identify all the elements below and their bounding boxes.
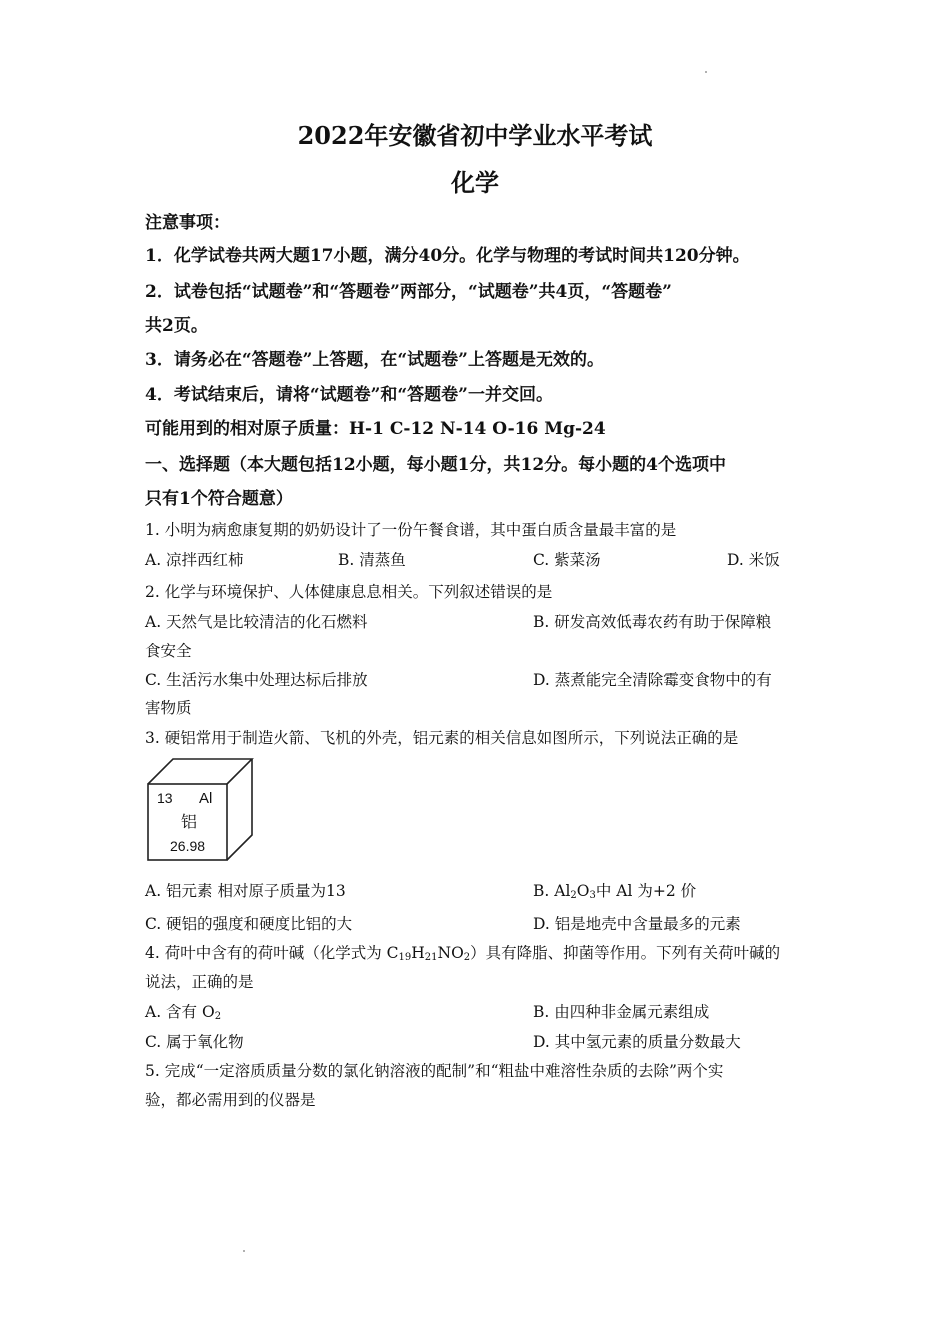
- element-atomic-number: 13: [157, 790, 173, 806]
- notice-item: 1．化学试卷共两大题17小题，满分40分。化学与物理的考试时间共120分钟。: [145, 246, 750, 266]
- scan-speck: [243, 1250, 245, 1252]
- q2-option-b: B. 研发高效低毒农药有助于保障粮: [533, 613, 772, 631]
- element-atomic-mass: 26.98: [170, 838, 206, 854]
- question-3-stem: 3. 硬铝常用于制造火箭、飞机的外壳，铝元素的相关信息如图所示，下列说法正确的是: [145, 729, 739, 747]
- q1-option-b: B. 清蒸鱼: [338, 551, 406, 569]
- section-heading-cont: 只有1个符合题意）: [145, 489, 293, 509]
- q3-option-d: D. 铝是地壳中含量最多的元素: [533, 915, 741, 933]
- subject-title: 化学: [451, 168, 499, 197]
- q4-option-c: C. 属于氧化物: [145, 1033, 244, 1051]
- q4-option-a: A. 含有 $O_2$: [145, 1003, 222, 1022]
- section-heading: 一、选择题（本大题包括12小题，每小题1分，共12分。每小题的4个选项中: [145, 455, 726, 475]
- aluminum-element-card: [145, 756, 257, 864]
- q2-option-a: A. 天然气是比较清洁的化石燃料: [145, 613, 368, 631]
- question-4-stem-cont: 说法，正确的是: [145, 973, 254, 991]
- question-5-stem: 5. 完成“一定溶质质量分数的氯化钠溶液的配制”和“粗盐中难溶性杂质的去除”两个实: [145, 1062, 724, 1080]
- q3-option-c: C. 硬铝的强度和硬度比铝的大: [145, 915, 353, 933]
- q4-option-d: D. 其中氢元素的质量分数最大: [533, 1033, 741, 1051]
- exam-title: 2022年安徽省初中学业水平考试: [297, 121, 653, 150]
- element-symbol: Al: [199, 790, 213, 807]
- notice-item: 共2页。: [145, 316, 208, 336]
- scan-speck: [705, 71, 707, 73]
- element-card-side: [227, 759, 252, 860]
- q3-option-a: A. 铝元素 相对原子质量为13: [145, 882, 346, 900]
- q1-option-c: C. 紫菜汤: [533, 551, 601, 569]
- question-4-stem: 4. 荷叶中含有的荷叶碱（化学式为 $C_{19}H_{21}NO_2$）具有降脂、抑菌等作用。下列有关荷叶碱的: [145, 944, 781, 963]
- question-2-stem: 2. 化学与环境保护、人体健康息息相关。下列叙述错误的是: [145, 583, 553, 601]
- question-5-stem-cont: 验，都必需用到的仪器是: [145, 1091, 316, 1109]
- element-card-top: [148, 759, 252, 784]
- q2-option-d: D. 蒸煮能完全清除霉变食物中的有: [533, 671, 772, 689]
- atomic-mass-line: 可能用到的相对原子质量：H-1 C-12 N-14 O-16 Mg-24: [145, 419, 606, 439]
- notice-item: 3．请务必在“答题卷”上答题，在“试题卷”上答题是无效的。: [145, 350, 604, 370]
- element-name: 铝: [181, 812, 198, 831]
- question-1-stem: 1. 小明为病愈康复期的奶奶设计了一份午餐食谱，其中蛋白质含量最丰富的是: [145, 521, 677, 539]
- q1-option-a: A. 凉拌西红柿: [145, 551, 244, 569]
- q2-option-c: C. 生活污水集中处理达标后排放: [145, 671, 368, 689]
- notice-item: 2．试卷包括“试题卷”和“答题卷”两部分，“试题卷”共4页，“答题卷”: [145, 282, 672, 302]
- notice-heading: 注意事项：: [145, 213, 230, 233]
- q3-option-b: B. $Al_2O_3$中 Al 为+2 价: [533, 882, 697, 901]
- q2-option-b-cont: 食安全: [145, 642, 192, 660]
- q1-option-d: D. 米饭: [727, 551, 780, 569]
- q2-option-d-cont: 害物质: [145, 699, 192, 717]
- q4-option-b: B. 由四种非金属元素组成: [533, 1003, 710, 1021]
- notice-item: 4．考试结束后，请将“试题卷”和“答题卷”一并交回。: [145, 385, 553, 405]
